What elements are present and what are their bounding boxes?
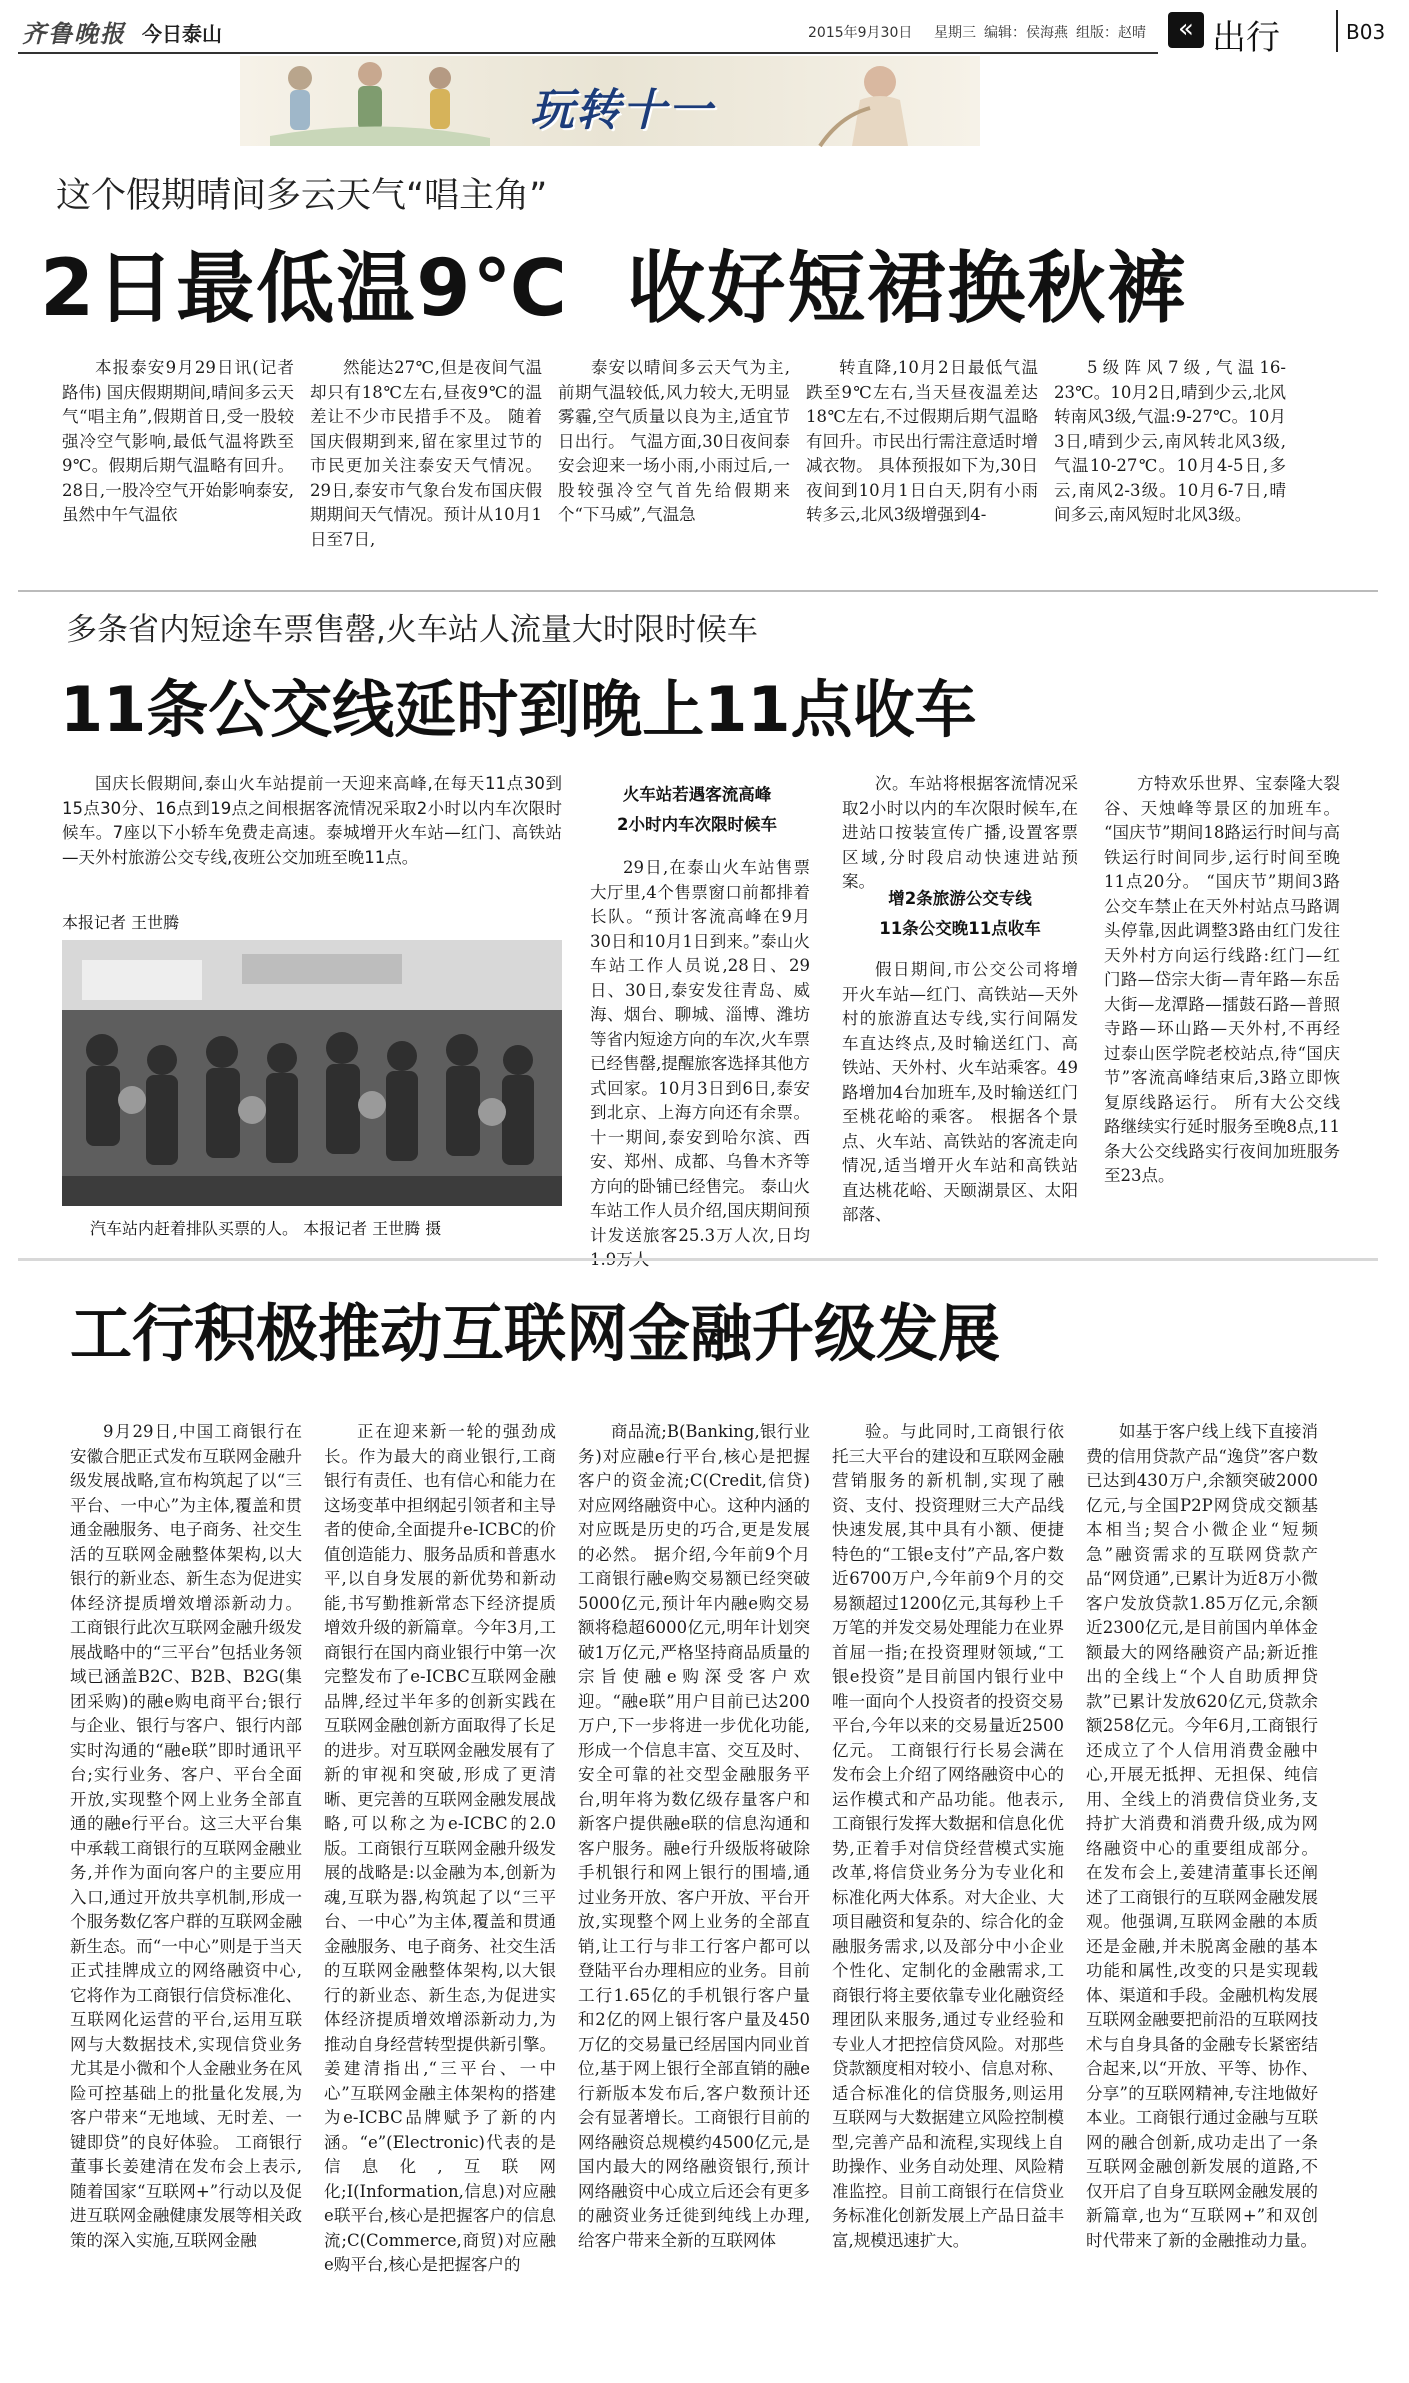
- article1-col5: 5级阵风7级,气温16-23℃。10月2日,晴到少云,北风转南风3级,气温:9-27℃。10月3日,晴到少云,南风转北风3级,气温10-27℃。10月4-5日,多云,南风2-3级。10月6-7日,晴间多云,南风短时北风3级。: [1054, 358, 1286, 524]
- article2-subhead2: [842, 884, 1078, 944]
- subhead1-line2: 2小时内车次限时候车: [617, 815, 777, 834]
- crowd-photo-illustration: [62, 940, 562, 1206]
- page-number: B03: [1346, 20, 1386, 44]
- article2-kicker: 多条省内短途车票售罄,火车站人流量大时限时候车: [66, 612, 758, 648]
- article3-col5: 如基于客户线上线下直接消费的信用贷款产品“逸贷”客户数已达到430万户,余额突破2000亿元,与全国P2P网贷成交额基本相当;契合小微企业“短频急”融资需求的互联网贷款产品“网贷通”,已累计为近8万小微客户发放贷款1.85万亿元,余额近2300亿元,是目前国内单体金额最大的网络融资产品;新近推出的全线上“个人自助质押贷款”已累计发放620亿元,贷款余额258亿元。今年6月,工商银行还成立了个人信用消费金融中心,开展无抵押、无担保、纯信用、全线上的消费信贷业务,支持扩大消费和消费升级,成为网络融资中心的重要组成部分。 在发布会上,姜建清董事长还阐述了工商银行的互联网金融发展观。他强调,互联网金融的本质还是金融,并未脱离金融的基本功能和属性,改变的只是实现载体、渠道和手段。金融机构发展互联网金融要把前沿的互联网技术与自身具备的金融专长紧密结合起来,以“开放、平等、协作、分享”的互联网精神,专注地做好本业。工商银行通过金融与互联网的融合创新,成功走出了一条互联网金融创新发展的道路,不仅开启了自身互联网金融发展的新篇章,也为“互联网+”和双创时代带来了新的金融推动力量。: [1086, 1422, 1318, 2250]
- edition-name: 今日泰山: [142, 22, 222, 46]
- article2-col-a: 29日,在泰山火车站售票大厅里,4个售票窗口前都排着长队。“预计客流高峰在9月30日和10月1日到来。”泰山火车站工作人员说,28日、29日、30日,泰安发往青岛、威海、烟台、聊城、淄博、潍坊等省内短途方向的车次,火车票已经售罄,提醒旅客选择其他方式回家。10月3日到6日,泰安到北京、上海方向还有余票。十一期间,泰安到哈尔滨、西安、郑州、成都、乌鲁木齐等方向的卧铺已经售完。 泰山火车站工作人员介绍,国庆期间预计发送旅客25.3万人次,日均1.9万人: [590, 858, 810, 1269]
- article3-col3: 商品流;B(Banking,银行业务)对应融e行平台,核心是把握客户的资金流;C(Credit,信贷)对应网络融资中心。这种内涵的对应既是历史的巧合,更是发展的必然。 据介绍,今年前9个月工商银行融e购交易额已经突破5000亿元,预计年内融e购交易额将稳超6000亿元,明年计划突破1万亿元,严格坚持商品质量的宗旨使融e购深受客户欢迎。“融e联”用户目前已达200万户,下一步将进一步优化功能,形成一个信息丰富、交互及时、安全可靠的社交型金融服务平台,明年将为数亿级存量客户和新客户提供融e联的信息沟通和客户服务。融e行升级版将破除手机银行和网上银行的围墙,通过业务开放、客户开放、平台开放,实现整个网上业务的全部直销,让工行与非工行客户都可以登陆平台办理相应的业务。目前工行1.65亿的手机银行客户量和2亿的网上银行客户量及450万亿的交易量已经居国内同业首位,基于网上银行全部直销的融e行新版本发布后,客户数预计还会有显著增长。工商银行目前的网络融资总规模约4500亿元,是国内最大的网络融资银行,预计网络融资中心成立后还会有更多的融资业务迁徙到纯线上办理,给客户带来全新的互联网体: [578, 1422, 810, 2250]
- article2-col-c: 方特欢乐世界、宝泰隆大裂谷、天烛峰等景区的加班车。 “国庆节”期间18路运行时间与高铁运行时间同步,运行时间至晚11点20分。 “国庆节”期间3路公交车禁止在天外村站点马路调头停靠,因此调整3路由红门发往天外村方向运行线路:红门—红门路—岱宗大街—青年路—东岳大街—龙潭路—擂鼓石路—普照寺路—环山路—天外村,不再经过泰山医学院老校站点,待“国庆节”客流高峰结束后,3路立即恢复原线路运行。 所有大公交线路继续实行延时服务至晚8点,11条大公交线路实行夜间加班服务至23点。: [1104, 774, 1340, 1185]
- article1-bottom-rule: [18, 590, 1378, 592]
- article2-lead: 国庆长假期间,泰山火车站提前一天迎来高峰,在每天11点30到15点30分、16点到19点之间根据客流情况采取2小时以内车次限时候车。7座以下小轿车免费走高速。泰城增开火车站—红门、高铁站—天外村旅游公交专线,夜班公交加班至晚11点。: [62, 774, 562, 867]
- section-marker-icon: «: [1168, 12, 1204, 48]
- article3-col2: 正在迎来新一轮的强劲成长。作为最大的商业银行,工商银行有责任、也有信心和能力在这场变革中担纲起引领者和主导者的使命,全面提升e-ICBC的价值创造能力、服务品质和普惠水平,以自身发展的新优势和新动能,书写勤推新常态下经济提质增效升级的新篇章。今年3月,工商银行在国内商业银行中第一次完整发布了e-ICBC互联网金融品牌,经过半年多的创新实践在互联网金融创新方面取得了长足的进步。对互联网金融发展有了新的审视和突破,形成了更清晰、更完善的互联网金融发展战略,可以称之为e-ICBC的2.0版。工商银行互联网金融升级发展的战略是:以金融为本,创新为魂,互联为器,构筑起了以“三平台、一中心”为主体,覆盖和贯通金融服务、电子商务、社交生活的互联网金融整体架构,以大银行的新业态、新生态,为促进实体经济提质增效增添新动力,为推动自身经营转型提供新引擎。 姜建清指出,“三平台、一中心”互联网金融主体架构的搭建为e-ICBC品牌赋予了新的内涵。“e”(Electronic)代表的是信息化,互联网化;I(Information,信息)对应融e联平台,核心是把握客户的信息流;C(Commerce,商贸)对应融e购平台,核心是把握客户的: [324, 1422, 556, 2274]
- ticket-queue-photo: [62, 940, 562, 1206]
- article1-col3: 泰安以晴间多云天气为主,前期气温较低,风力较大,无明显雾霾,空气质量以良为主,适宜节日出行。 气温方面,30日夜间泰安会迎来一场小雨,小雨过后,一股较强冷空气首先给假期来个“下马威”,气温急: [558, 358, 790, 524]
- issue-date: 2015年9月30日: [808, 25, 913, 41]
- article1-col2: 然能达27℃,但是夜间气温却只有18℃左右,昼夜9℃的温差让不少市民措手不及。 随着国庆假期到来,留在家里过节的市民更加关注泰安天气情况。29日,泰安市气象台发布国庆假期期间天气情况。预计从10月1日至7日,: [310, 358, 542, 549]
- section-title: 出行: [1212, 18, 1280, 58]
- article2-col-b-bottom: 假日期间,市公交公司将增开火车站—红门、高铁站—天外村的旅游直达专线,实行间隔发车直达终点,及时输送红门、高铁站、天外村、火车站乘客。49路增加4台加班车,及时输送红门至桃花峪的乘客。 根据各个景点、火车站、高铁站的客流走向情况,适当增开火车站和高铁站直达桃花峪、天颐湖景区、太阳部落、: [842, 960, 1078, 1224]
- article1-col4: 转直降,10月2日最低气温跌至9℃左右,当天昼夜温差达18℃左右,不过假期后期气温略有回升。市民出行需注意适时增减衣物。 具体预报如下为,30日夜间到10月1日白天,阴有小雨转多云,北风3级增强到4-: [806, 358, 1038, 524]
- banner-title: 玩转十一: [530, 85, 714, 136]
- issue-weekday: 星期三: [934, 25, 976, 41]
- article3-headline: 工行积极推动互联网金融升级发展: [70, 1297, 1001, 1370]
- layout-credit: 组版：赵晴: [1076, 25, 1146, 41]
- article1-kicker: 这个假期晴间多云天气“唱主角”: [56, 176, 548, 216]
- paper-name-logo: 齐鲁晚报: [22, 19, 126, 48]
- article2-col-b-top: 次。车站将根据客流情况采取2小时以内的车次限时候车,在进站口按装宣传广播,设置客票区域,分时段启动快速进站预案。: [842, 774, 1078, 891]
- photo-caption: 汽车站内赶着排队买票的人。 本报记者 王世腾 摄: [90, 1219, 442, 1238]
- subhead2-line1: 增2条旅游公交专线: [888, 889, 1032, 908]
- article2-bottom-rule: [18, 1258, 1378, 1261]
- traveler-illustration-right: [800, 56, 970, 146]
- travelers-illustration-left: [260, 56, 500, 146]
- article3-col1: 9月29日,中国工商银行在安徽合肥正式发布互联网金融升级发展战略,宣布构筑起了以“三平台、一中心”为主体,覆盖和贯通金融服务、电子商务、社交生活的互联网金融整体架构,以大银行的新业态、新生态为促进实体经济提质增效增添新动力。 工商银行此次互联网金融升级发展战略中的“三平台”包括业务领域已涵盖B2C、B2B、B2G(集团采购)的融e购电商平台;银行与企业、银行与客户、银行内部实时沟通的“融e联”即时通讯平台;实行业务、客户、平台全面开放,实现整个网上业务全部直通的融e行平台。这三大平台集中承载工商银行的互联网金融业务,并作为面向客户的主要应用入口,通过开放共享机制,形成一个服务数亿客户群的互联网金融新生态。而“一中心”则是于当天正式挂牌成立的网络融资中心,它将作为工商银行信贷标准化、互联网化运营的平台,运用互联网与大数据技术,实现信贷业务尤其是小微和个人金融业务在风险可控基础上的批量化发展,为客户带来“无地域、无时差、一键即贷”的良好体验。 工商银行董事长姜建清在发布会上表示,随着国家“互联网+”行动以及促进互联网金融健康发展等相关政策的深入实施,互联网金融: [70, 1422, 302, 2250]
- article2-headline: 11条公交线延时到晚上11点收车: [60, 673, 977, 746]
- editor-credit: 编辑：侯海燕: [984, 25, 1068, 41]
- article1-headline: 2日最低温9℃ 收好短裙换秋裤: [40, 244, 1188, 334]
- article3-col4: 验。与此同时,工商银行依托三大平台的建设和互联网金融营销服务的新机制,实现了融资、支付、投资理财三大产品线快速发展,其中具有小额、便捷特色的“工银e支付”产品,客户数近6700万户,今年前9个月的交易额超过1200亿元,其每秒上千万笔的并发交易处理能力在业界首屈一指;在投资理财领域,“工银e投资”是目前国内银行业中唯一面向个人投资者的投资交易平台,今年以来的交易量近2500亿元。 工商银行行长易会满在发布会上介绍了网络融资中心的运作模式和产品功能。他表示,工商银行发挥大数据和信息化优势,正着手对信贷经营模式实施改革,将信贷业务分为专业化和标准化两大体系。对大企业、大项目融资和复杂的、综合化的金融服务需求,以及部分中小企业个性化、定制化的金融需求,工商银行将主要依靠专业化融资经理团队来服务,通过专业经验和专业人才把控信贷风险。对那些贷款额度相对较小、信息对称、适合标准化的信贷服务,则运用互联网与大数据建立风险控制模型,完善产品和流程,实现线上自助操作、业务自动处理、风险精准监控。目前工商银行在信贷业务标准化创新发展上产品日益丰富,规模迅速扩大。: [832, 1422, 1064, 2250]
- masthead-divider: [1336, 10, 1338, 52]
- subhead1-line1: 火车站若遇客流高峰: [622, 785, 772, 804]
- masthead-rule: [18, 52, 1158, 54]
- article1-col1: 本报泰安9月29日讯(记者 路伟) 国庆假期期间,晴间多云天气“唱主角”,假期首日,受一股较强冷空气影响,最低气温将跌至9℃。假期后期气温略有回升。 28日,一股冷空气开始影响泰安,虽然中午气温依: [62, 358, 294, 524]
- article2-subhead1: [586, 780, 808, 840]
- article2-byline: 本报记者 王世腾: [62, 913, 180, 932]
- subhead2-line2: 11条公交晚11点收车: [879, 919, 1041, 938]
- holiday-banner: [240, 56, 980, 146]
